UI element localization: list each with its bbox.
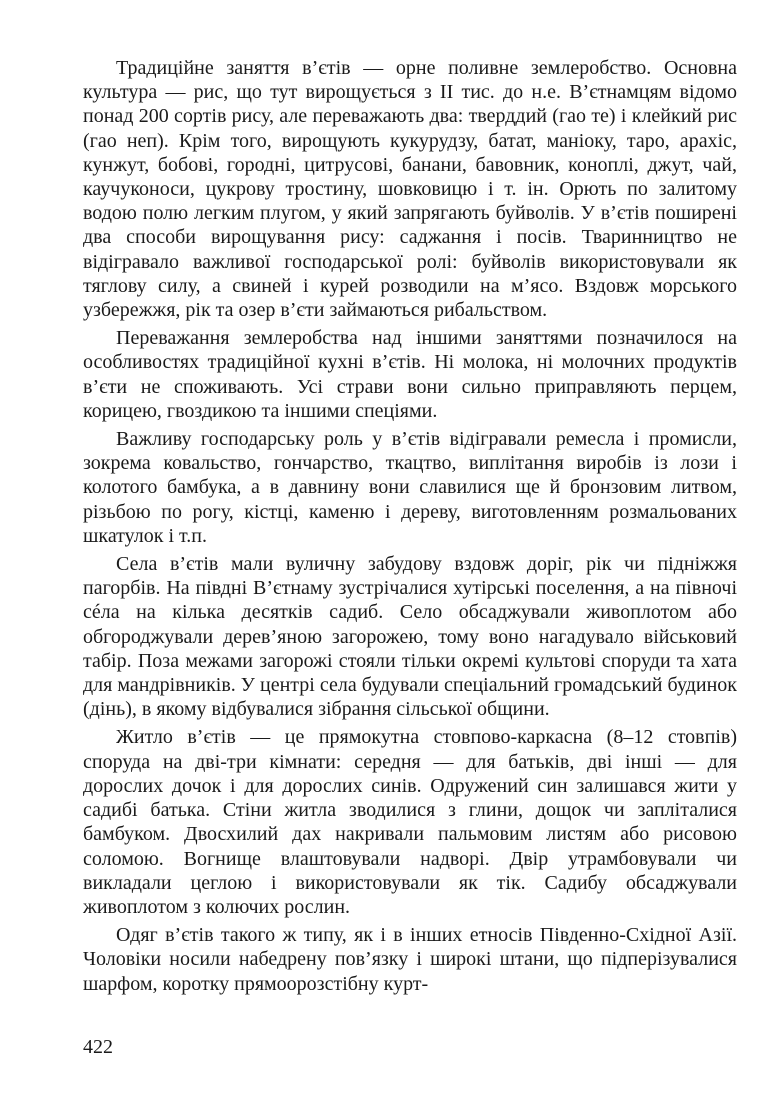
paragraph-cuisine: Переважання землеробства над іншими заняттями позначилося на особливостях традиційної кухні в’єтів. Ні молока, ні молочних продуктів в’єти не споживають. Усі страви вони сильно приправляють перцем, корицею, гвоздикою та іншими спеціями. (83, 327, 737, 422)
page-body (83, 56, 737, 996)
page-number: 422 (83, 1036, 113, 1058)
paragraph-crafts: Важливу господарську роль у в’єтів відігравали ремесла і промисли, зокрема ковальство, гончарство, ткацтво, виплітання виробів із лози і колотого бамбука, а в давнину вони славилися ще й бронзовим литвом, різьбою по рогу, кістці, каменю і дереву, виготовленням розмальованих шкатулок і т.п. (83, 428, 737, 547)
paragraph-agriculture: Традиційне заняття в’єтів — орне поливне землеробство. Основна культура — рис, що тут вирощується з II тис. до н.е. В’єтнамцям відомо понад 200 сортів рису, але переважають два: тверддий (гао те) і клейкий рис (гао неп). Крім того, вирощують кукурудзу, батат, маніоку, таро, арахіс, кунжут, бобові, городні, цитрусові, банани, бавовник, коноплі, джут, чай, каучуконоси, цукрову тростину, шовковицю і т. ін. Орють по залитому водою полю легким плугом, у який запрягають буйволів. У в’єтів поширені два способи вирощування рису: саджання і посів. Тваринництво не відігравало важливої господарської ролі: буйволів використовували як тяглову силу, а свиней і курей розводили на м’ясо. Вздовж морського узбережжя, рік та озер в’єти займаються рибальством. (83, 57, 737, 322)
paragraph-clothing: Одяг в’єтів такого ж типу, як і в інших етносів Південно-Східної Азії. Чоловіки носили набедрену пов’язку і широкі штани, що підперізувалися шарфом, коротку прямоорозстібну курт- (83, 924, 737, 995)
paragraph-villages: Села в’єтів мали вуличну забудову вздовж доріг, рік чи підніжжя пагорбів. На півдні В’єтнаму зустрічалися хутірські поселення, а на півночі сéла на кілька десятків садиб. Село обсаджували живоплотом або обгороджували дерев’яною загорожею, тому воно нагадувало військовий табір. Поза межами загорожі стояли тільки окремі культові споруди та хата для мандрівників. У центрі села будували спеціальний громадський будинок (дінь), в якому відбувалися зібрання сільської общини. (83, 553, 737, 721)
paragraph-dwelling: Житло в’єтів — це прямокутна стовпово-каркасна (8–12 стовпів) споруда на дві-три кімнати: середня — для батьків, дві інші — для дорослих дочок і для дорослих синів. Одружений син залишався жити у садибі батька. Стіни житла зводилися з глини, дощок чи запліталися бамбуком. Двосхилий дах накривали пальмовим листям або рисовою соломою. Вогнище влаштовували надворі. Двір утрамбовували чи викладали цеглою і використовували як тік. Садибу обсаджували живоплотом з колючих рослин. (83, 726, 737, 918)
